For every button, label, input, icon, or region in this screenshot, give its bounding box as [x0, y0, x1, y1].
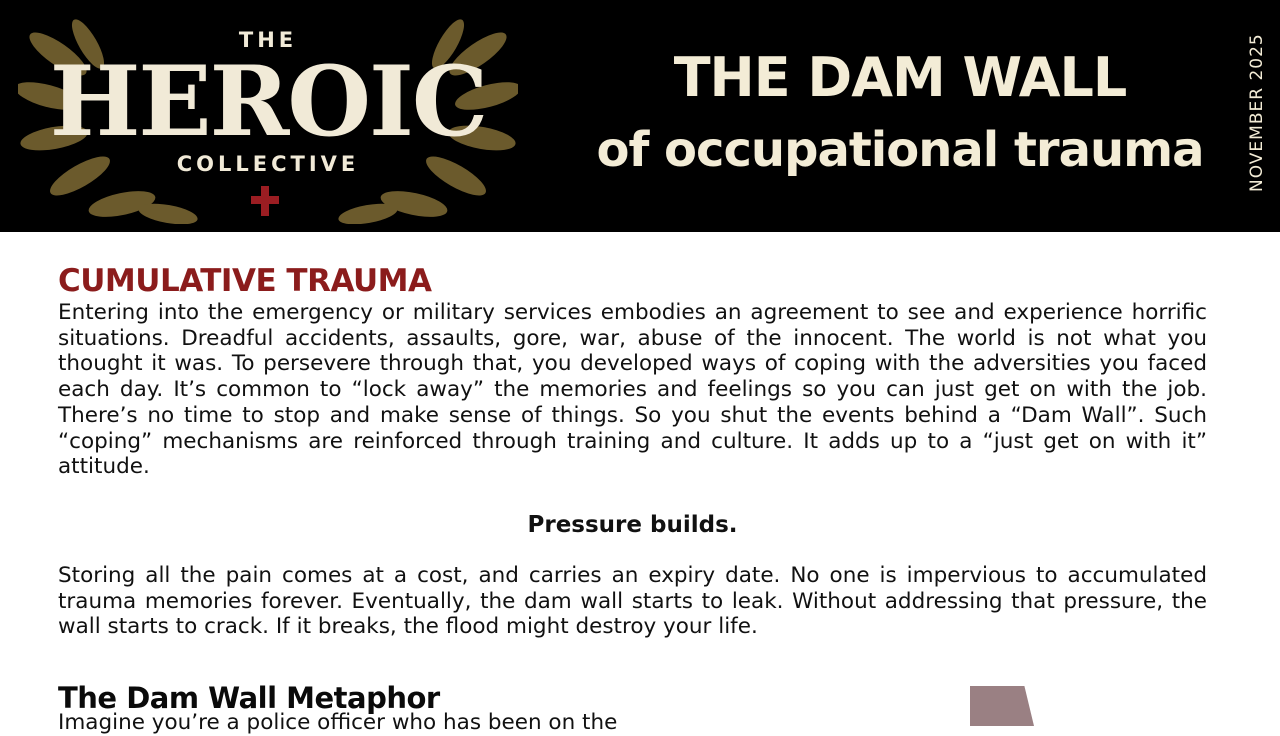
page-subtitle: of occupational trauma	[596, 122, 1204, 178]
header-banner	[0, 0, 1280, 232]
dam-illustration	[970, 686, 1034, 726]
logo-collective-text: COLLECTIVE	[176, 152, 360, 176]
dam-wall-metaphor-heading: The Dam Wall Metaphor	[58, 681, 440, 716]
cross-icon	[251, 186, 279, 216]
cumulative-trauma-heading: CUMULATIVE TRAUMA	[58, 263, 432, 299]
logo-the-text: THE	[238, 28, 298, 52]
dam-wall-metaphor-paragraph: Imagine you’re a police officer who has been on the	[58, 710, 618, 736]
heroic-collective-logo	[18, 14, 518, 224]
storing-pain-paragraph: Storing all the pain comes at a cost, and carries an expiry date. No one is impervious to accumulated trauma memories forever. Eventually, the dam wall starts to leak. Without addressing that pressure, the wall starts to crack. If it breaks, the flood might destroy your life.	[58, 562, 1207, 640]
logo-heroic-text: HEROIC	[49, 45, 487, 158]
main-content	[58, 262, 1207, 736]
cumulative-trauma-paragraph: Entering into the emergency or military services embodies an agreement to see and experience horrific situations. Dreadful accidents, assaults, gore, war, abuse of the innocent. The world is not what you thought it was. To persevere through that, you developed ways of coping with the adversities you faced each day. It’s common to “lock away” the memories and feelings so you can just get on with the job. There’s no time to stop and make sense of things. So you shut the events behind a “Dam Wall”. Such “coping” mechanisms are reinforced through training and culture. It adds up to a “just get on with it” attitude.	[58, 300, 1207, 480]
issue-date: NOVEMBER 2025	[1247, 33, 1267, 192]
page-title: THE DAM WALL	[673, 46, 1127, 109]
pressure-callout: Pressure builds.	[527, 511, 738, 538]
